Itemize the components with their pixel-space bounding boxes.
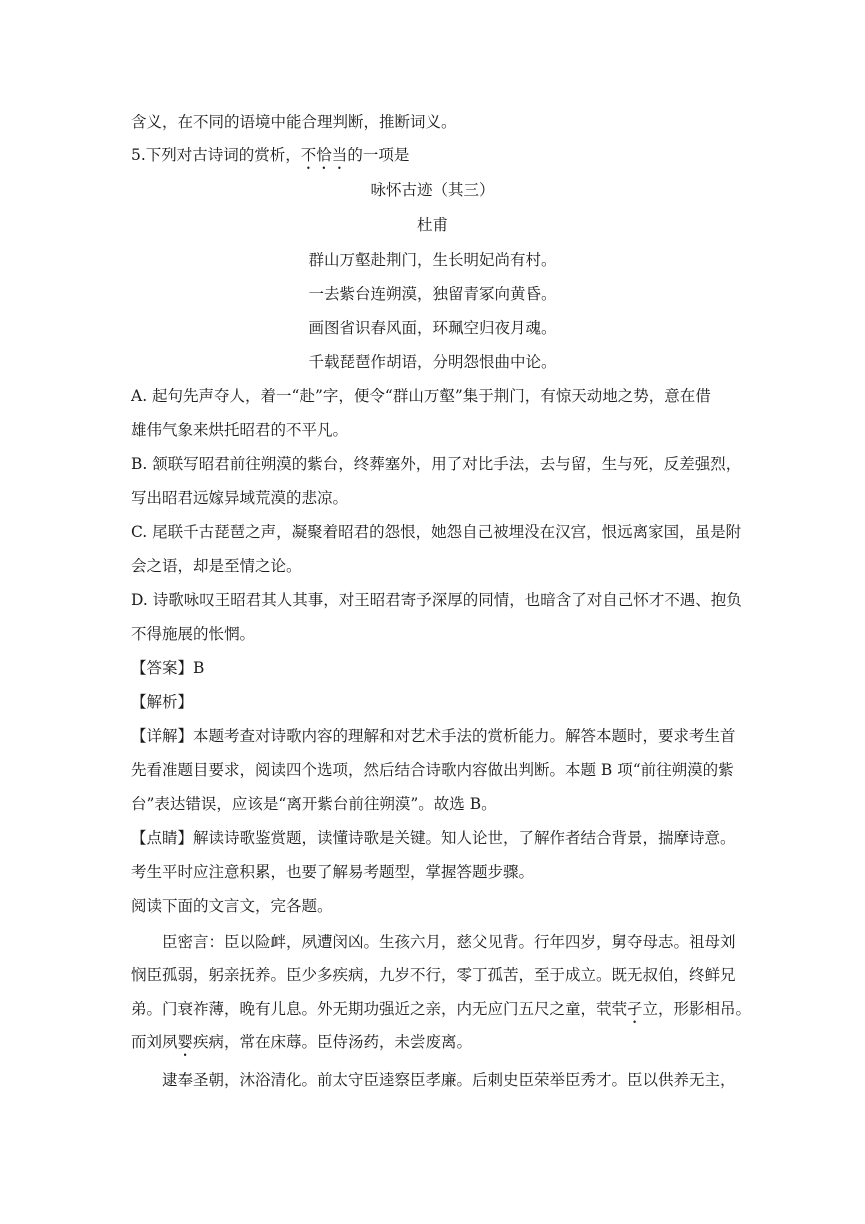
wy4-a: 而刘夙: [131, 1033, 178, 1051]
option-d-line-1: D. 诗歌咏叹王昭君其人其事，对王昭君寄予深厚的同情，也暗含了对自己怀才不遇、抱负: [131, 591, 742, 609]
wy3-emphasis: 孑: [627, 1000, 643, 1018]
option-d-line-2: 不得施展的怅惘。: [131, 625, 256, 643]
tip-line-1: 【点睛】解读诗歌鉴赏题，读懂诗歌是关键。知人论世，了解作者结合背景，揣摩诗意。: [131, 829, 736, 847]
detail-line-3: 台”表达错误，应该是“离开紫台前往朔漠”。故选 B。: [131, 795, 497, 813]
option-a-line-1: A. 起句先声夺人，着一“赴”字，便令“群山万壑”集于荆门，有惊天动地之势，意在借: [131, 387, 711, 405]
option-c-line-2: 会之语，却是至情之论。: [131, 557, 302, 575]
reading-instruction: 阅读下面的文言文，完各题。: [131, 897, 333, 915]
option-a-line-2: 雄伟气象来烘托昭君的不平凡。: [131, 421, 349, 439]
classical-text-line-5: 逮奉圣朝，沐浴清化。前太守臣逵察臣孝廉。后刺史臣荣举臣秀才。臣以供养无主，: [162, 1071, 736, 1089]
poem-line-4: 千载琵琶作胡语，分明怨恨曲中论。: [308, 353, 557, 371]
question-5-stem: [131, 145, 741, 173]
classical-text-line-1: 臣密言：臣以险衅，夙遭闵凶。生孩六月，慈父见背。行年四岁，舅夺母志。祖母刘: [162, 933, 736, 951]
analysis-label: 【解析】: [131, 693, 194, 711]
classical-text-line-2: 悯臣孤弱，躬亲抚养。臣少多疾病，九岁不行，零丁孤苦，至于成立。既无叔伯，终鲜兄: [131, 966, 736, 984]
option-c-line-1: C. 尾联千古琵琶之声，凝聚着昭君的怨恨，她怨自己被埋没在汉宫，恨远离家国，虽是附: [131, 523, 742, 541]
poem-title: 咏怀古迹（其三）: [370, 181, 495, 199]
q5-suffix: 的一项是: [347, 146, 410, 164]
detail-line-2: 先看准题目要求，阅读四个选项，然后结合诗歌内容做出判断。本题 B 项“前往朔漠的紫: [131, 761, 734, 779]
option-b-line-1: B. 颔联写昭君前往朔漠的紫台，终葬塞外，用了对比手法，去与留，生与死，反差强烈，: [131, 455, 742, 473]
tip-line-2: 考生平时应注意积累，也要了解易考题型，掌握答题步骤。: [131, 863, 535, 881]
poem-line-3: 画图省识春风面，环珮空归夜月魂。: [308, 319, 557, 337]
wy3-a: 弟。门衰祚薄，晚有儿息。外无期功强近之亲，内无应门五尺之童，茕茕: [131, 1000, 628, 1018]
poem-line-1: 群山万壑赴荆门，生长明妃尚有村。: [308, 251, 557, 269]
answer-label: 【答案】B: [131, 659, 205, 677]
wy4-emphasis: 婴: [177, 1033, 194, 1051]
option-b-line-2: 写出昭君远嫁异域荒漠的悲凉。: [131, 489, 349, 507]
text-line: 含义，在不同的语境中能合理判断，推断词义。: [131, 113, 457, 131]
classical-text-line-4: [131, 1032, 741, 1060]
poem-line-2: 一去紫台连朔漠，独留青冢向黄昏。: [308, 285, 557, 303]
wy3-b: 立，形影相吊。: [642, 1000, 752, 1018]
poem-author: 杜甫: [416, 216, 448, 234]
classical-text-line-3: [131, 999, 752, 1027]
q5-prefix: 5.下列对古诗词的赏析，: [131, 146, 301, 164]
q5-emphasis: 不恰当: [300, 146, 348, 164]
detail-line-1: 【详解】本题考查对诗歌内容的理解和对艺术手法的赏析能力。解答本题时，要求考生首: [131, 727, 736, 745]
wy4-b: 疾病，常在床蓐。臣侍汤药，未尝废离。: [193, 1033, 473, 1051]
